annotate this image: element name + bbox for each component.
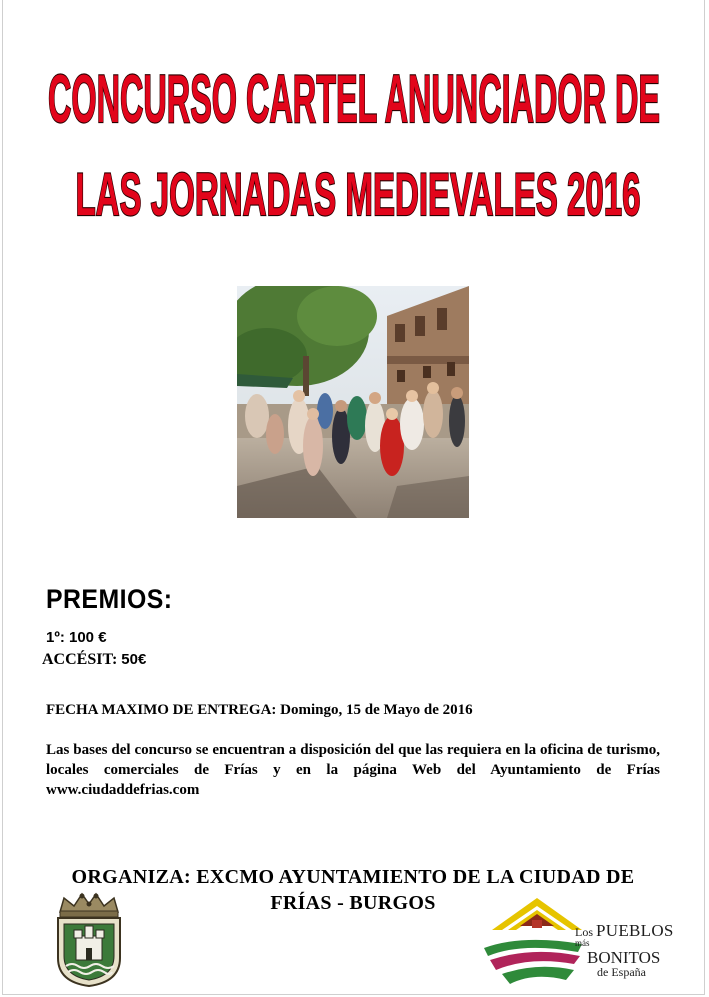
first-prize-value: 100 € [69, 629, 107, 646]
organizer-line-1: ORGANIZA: EXCMO AYUNTAMIENTO DE LA CIUDAD DE [71, 866, 635, 888]
logo-pueblos: PUEBLOS [596, 921, 674, 940]
organizer-line-2: FRÍAS - BURGOS [270, 892, 436, 914]
accesit-value: 50€ [121, 651, 147, 668]
logo-los: Los [575, 925, 593, 939]
deadline-label: FECHA MAXIMO DE ENTREGA: [46, 702, 277, 718]
title-line-1: CONCURSO CARTEL ANUNCIADOR DE [48, 61, 660, 137]
accesit-label: ACCÉSIT: [42, 651, 118, 668]
logo-bonitos: BONITOS [587, 948, 661, 967]
poster-title [0, 30, 709, 240]
title-line-2: LAS JORNADAS MEDIEVALES 2016 [75, 161, 641, 228]
accesit-prize [42, 651, 146, 669]
logo-line-1 [575, 922, 685, 951]
deadline [46, 702, 473, 719]
town-crest-icon [52, 892, 126, 988]
pueblos-bonitos-wordmark [575, 922, 685, 978]
first-prize-label: 1º: [46, 629, 65, 646]
first-prize [46, 629, 107, 646]
logo-mas: más [575, 938, 590, 948]
medieval-dance-photo [237, 286, 469, 518]
deadline-value: Domingo, 15 de Mayo de 2016 [280, 702, 473, 718]
logo-de-espana: de España [597, 965, 646, 979]
prizes-heading: PREMIOS: [46, 584, 173, 614]
rules-paragraph: Las bases del concurso se encuentran a disposición del que las requiera en la oficina de turismo, locales comerciales de Frías y en la página Web del Ayuntamiento de Frías www.ciudaddefrias.com [46, 742, 660, 798]
